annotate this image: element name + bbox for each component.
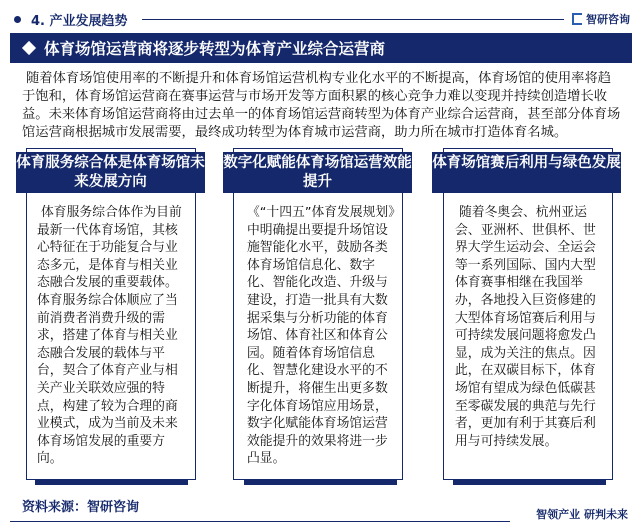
card-1-footer-bar bbox=[35, 480, 188, 485]
brand-name: 智研咨询 bbox=[586, 13, 630, 26]
intro-paragraph: 随着体育场馆使用率的不断提升和体育场馆运营机构专业化水平的不断提高，体育场馆的使用率将趋于饱和，体育场馆运营商在赛事运营与市场开发等方面积累的核心竞争力难以变现并持续创造增长收益。未来体育场馆运营商将由过去单一的体育场馆运营商转型为体育产业综合运营商，甚至部分体育场馆运营商根据城市发展需要，最终成功转型为体育城市运营商，助力所在城市打造体育名城。 bbox=[22, 71, 621, 140]
card-1-title: 体育服务综合体是体育场馆未来发展方向 bbox=[16, 152, 205, 193]
diamond-icon bbox=[22, 41, 36, 55]
divider bbox=[142, 19, 564, 20]
card-2-body: 《“十四五”体育发展规划》中明确提出要提升场馆设施智能化水平，鼓励各类体育场馆信息化、数字化、智能化改造、升级与建设，打造一批具有大数据采集与分析功能的体育场馆、体育社区和体育公园。随着体育场馆信息化、智慧化建设水平的不断提升，将催生出更多数字化体育场馆应用场景，数字化赋能体育场馆运营效能提升的效果将进一步凸显。 bbox=[247, 205, 395, 467]
footer-divider bbox=[10, 521, 510, 522]
logo-icon bbox=[572, 13, 582, 25]
card-1-body: 体育服务综合体作为目前最新一代体育场馆，其核心特征在于功能复合与业态多元，是体育与相关业态融合发展的重要载体。体育服务综合体顺应了当前消费者消费升级的需求，搭建了体育与相关业态融合发展的载体与平台，契合了体育产业与相关产业关联效应强的特点，构建了较为合理的商业模式，成为当前及未来体育场馆发展的重要方向。 bbox=[37, 205, 182, 467]
bullet-icon bbox=[14, 16, 21, 23]
page-title: 体育场馆运营商将逐步转型为体育产业综合运营商 bbox=[44, 40, 386, 58]
page-title-bar bbox=[10, 33, 632, 63]
slogan: 智领产业 研判未来 bbox=[536, 508, 628, 521]
card-2-footer-bar bbox=[244, 480, 397, 485]
section-header bbox=[8, 8, 630, 30]
card-3-body: 随着冬奥会、杭州亚运会、亚洲杯、世俱杯、世界大学生运动会、全运会等一系列国际、国内大型体育赛事相继在我国举办，各地投入巨资修建的大型体育场馆赛后利用与可持续发展问题将愈发凸显，成为关注的焦点。因此，在双碳目标下，体育场馆有望成为绿色低碳甚至零碳发展的典范与先行者，更加有利于其赛后利用与可持续发展。 bbox=[455, 205, 596, 449]
card-3-footer-bar bbox=[453, 480, 606, 485]
card-2-title: 数字化赋能体育场馆运营效能提升 bbox=[223, 152, 412, 193]
card-3-title: 体育场馆赛后利用与绿色发展 bbox=[432, 152, 621, 193]
section-title: 4. 产业发展趋势 bbox=[31, 13, 128, 29]
brand-logo bbox=[572, 11, 630, 27]
source-note: 资料来源：智研咨询 bbox=[22, 500, 140, 515]
